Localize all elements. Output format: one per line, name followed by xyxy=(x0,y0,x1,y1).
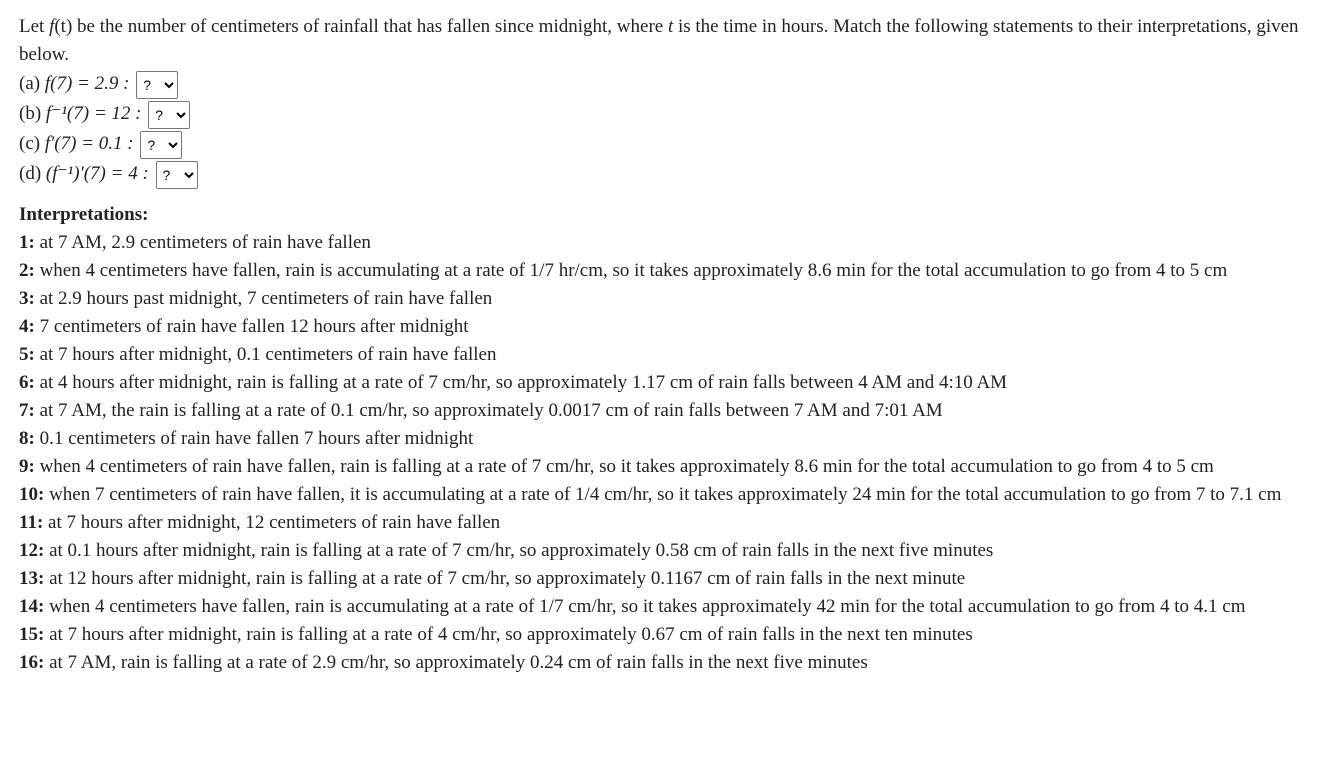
statement-d xyxy=(19,159,1314,189)
statement-label: (a) xyxy=(19,73,41,94)
statement-b xyxy=(19,99,1314,129)
interpretation-number: 5: xyxy=(19,344,35,365)
interpretation-number: 14: xyxy=(19,596,45,617)
interpretation-item xyxy=(19,537,1314,565)
interpretation-item xyxy=(19,397,1314,425)
answer-select-a[interactable] xyxy=(136,71,178,99)
interpretations-heading: Interpretations: xyxy=(19,204,149,225)
statement-label: (d) xyxy=(19,163,42,184)
interpretation-text: when 4 centimeters have fallen, rain is accumulating at a rate of 1/7 cm/hr, so it takes approximately 42 min for the total accumulation to go from 4 to 4.1 cm xyxy=(49,596,1246,617)
interpretation-item xyxy=(19,621,1314,649)
intro-function: f xyxy=(49,16,55,37)
interpretation-text: at 7 AM, 2.9 centimeters of rain have fallen xyxy=(39,232,371,253)
interpretation-number: 3: xyxy=(19,288,35,309)
interpretation-number: 7: xyxy=(19,400,35,421)
interpretation-item xyxy=(19,453,1314,481)
intro-middle: be the number of centimeters of rainfall that has fallen since midnight, where xyxy=(72,16,668,37)
interpretation-item xyxy=(19,257,1314,285)
interpretation-number: 16: xyxy=(19,652,45,673)
statement-expression: f⁻¹(7) = 12 : xyxy=(45,103,142,124)
interpretation-number: 9: xyxy=(19,456,35,477)
intro-variable: (t) xyxy=(54,16,73,37)
statement-label: (b) xyxy=(19,103,42,124)
interpretation-text: 0.1 centimeters of rain have fallen 7 hours after midnight xyxy=(39,428,474,449)
intro-prefix: Let xyxy=(19,16,50,37)
interpretation-number: 12: xyxy=(19,540,45,561)
answer-select-d[interactable] xyxy=(156,161,198,189)
question-container xyxy=(19,13,1314,677)
statement-c xyxy=(19,129,1314,159)
statement-list xyxy=(19,69,1314,189)
interpretation-item xyxy=(19,341,1314,369)
interpretation-number: 10: xyxy=(19,484,45,505)
statement-expression: (f⁻¹)′(7) = 4 : xyxy=(45,163,149,184)
interpretation-text: when 4 centimeters have fallen, rain is accumulating at a rate of 1/7 hr/cm, so it takes approximately 8.6 min for the total accumulation to go from 4 to 5 cm xyxy=(39,260,1228,281)
interpretation-item xyxy=(19,229,1314,257)
statement-a xyxy=(19,69,1314,99)
interpretation-text: at 7 hours after midnight, 12 centimeters of rain have fallen xyxy=(48,512,501,533)
answer-select-c[interactable] xyxy=(140,131,182,159)
interpretation-item xyxy=(19,509,1314,537)
intro-suffix: is the time in hours. Match the following statements to their interpretations, given below. xyxy=(19,16,1299,65)
interpretation-item xyxy=(19,565,1314,593)
interpretation-list xyxy=(19,229,1314,677)
statement-label: (c) xyxy=(19,133,41,154)
interpretation-item xyxy=(19,649,1314,677)
question-intro xyxy=(19,13,1314,69)
interpretation-item xyxy=(19,481,1314,509)
interpretation-text: at 7 AM, the rain is falling at a rate of 0.1 cm/hr, so approximately 0.0017 cm of rain falls between 7 AM and 7:01 AM xyxy=(39,400,943,421)
interpretation-item xyxy=(19,425,1314,453)
interpretation-text: 7 centimeters of rain have fallen 12 hours after midnight xyxy=(39,316,469,337)
intro-time-var: t xyxy=(667,16,674,37)
interpretation-text: at 4 hours after midnight, rain is falling at a rate of 7 cm/hr, so approximately 1.17 cm of rain falls between 4 AM and 4:10 AM xyxy=(39,372,1008,393)
answer-select-b[interactable] xyxy=(148,101,190,129)
interpretation-item xyxy=(19,313,1314,341)
interpretation-item xyxy=(19,369,1314,397)
interpretation-text: at 7 AM, rain is falling at a rate of 2.9 cm/hr, so approximately 0.24 cm of rain falls in the next five minutes xyxy=(49,652,868,673)
interpretation-number: 13: xyxy=(19,568,45,589)
interpretation-item xyxy=(19,593,1314,621)
statement-expression: f′(7) = 0.1 : xyxy=(44,133,134,154)
interpretation-text: at 2.9 hours past midnight, 7 centimeters of rain have fallen xyxy=(39,288,493,309)
interpretation-number: 2: xyxy=(19,260,35,281)
interpretation-text: when 7 centimeters of rain have fallen, it is accumulating at a rate of 1/4 cm/hr, so it takes approximately 24 min for the total accumulation to go from 7 to 7.1 cm xyxy=(49,484,1282,505)
interpretation-text: at 0.1 hours after midnight, rain is falling at a rate of 7 cm/hr, so approximately 0.58 cm of rain falls in the next five minutes xyxy=(49,540,994,561)
interpretation-number: 11: xyxy=(19,512,44,533)
interpretation-number: 15: xyxy=(19,624,45,645)
interpretation-text: at 12 hours after midnight, rain is falling at a rate of 7 cm/hr, so approximately 0.1167 cm of rain falls in the next minute xyxy=(49,568,966,589)
interpretation-number: 6: xyxy=(19,372,35,393)
interpretation-item xyxy=(19,285,1314,313)
interpretation-text: at 7 hours after midnight, 0.1 centimeters of rain have fallen xyxy=(39,344,497,365)
interpretation-number: 4: xyxy=(19,316,35,337)
interpretation-text: when 4 centimeters of rain have fallen, rain is falling at a rate of 7 cm/hr, so it takes approximately 8.6 min for the total accumulation to go from 4 to 5 cm xyxy=(39,456,1214,477)
interpretation-text: at 7 hours after midnight, rain is falling at a rate of 4 cm/hr, so approximately 0.67 cm of rain falls in the next ten minutes xyxy=(49,624,973,645)
statement-expression: f(7) = 2.9 : xyxy=(44,73,130,94)
interpretation-number: 8: xyxy=(19,428,35,449)
interpretation-number: 1: xyxy=(19,232,35,253)
